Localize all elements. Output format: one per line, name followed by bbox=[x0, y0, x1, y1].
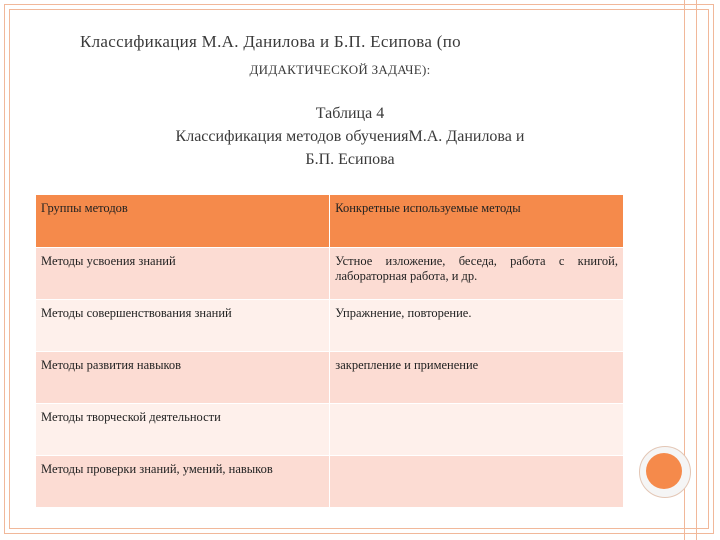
caption-line-3: Б.П. Есипова bbox=[305, 151, 395, 168]
caption-line-2: Классификация методов обученияМ.А. Данилова и bbox=[175, 128, 525, 145]
methods-table bbox=[36, 195, 624, 508]
table-row bbox=[36, 351, 624, 403]
decorative-vertical-line bbox=[696, 0, 697, 540]
title-line-1: Классификация М.А. Данилова и Б.П. Есипова (по bbox=[80, 32, 461, 51]
table-cell-group: Методы проверки знаний, умений, навыков bbox=[36, 455, 330, 507]
header-cell-groups: Группы методов bbox=[36, 195, 330, 247]
table-row bbox=[36, 299, 624, 351]
table-caption bbox=[60, 102, 640, 171]
table-cell-group: Методы развития навыков bbox=[36, 351, 330, 403]
table-cell-group: Методы творческой деятельности bbox=[36, 403, 330, 455]
table-cell-methods bbox=[330, 403, 624, 455]
table-cell-group: Методы совершенствования знаний bbox=[36, 299, 330, 351]
table-cell-methods: Устное изложение, беседа, работа с книгой, лабораторная работа, и др. bbox=[330, 247, 624, 299]
table-cell-group: Методы усвоения знаний bbox=[36, 247, 330, 299]
table-row bbox=[36, 247, 624, 299]
caption-line-1: Таблица 4 bbox=[315, 105, 385, 122]
table-cell-methods: закрепление и применение bbox=[330, 351, 624, 403]
table-row bbox=[36, 455, 624, 507]
slide-title bbox=[60, 28, 620, 84]
table-cell-methods bbox=[330, 455, 624, 507]
header-cell-methods: Конкретные используемые методы bbox=[330, 195, 624, 247]
decorative-orange-dot bbox=[646, 453, 682, 489]
table-header-row bbox=[36, 195, 624, 247]
title-line-2: ДИДАКТИЧЕСКОЙ ЗАДАЧЕ): bbox=[249, 62, 431, 77]
table-row bbox=[36, 403, 624, 455]
table-cell-methods: Упражнение, повторение. bbox=[330, 299, 624, 351]
